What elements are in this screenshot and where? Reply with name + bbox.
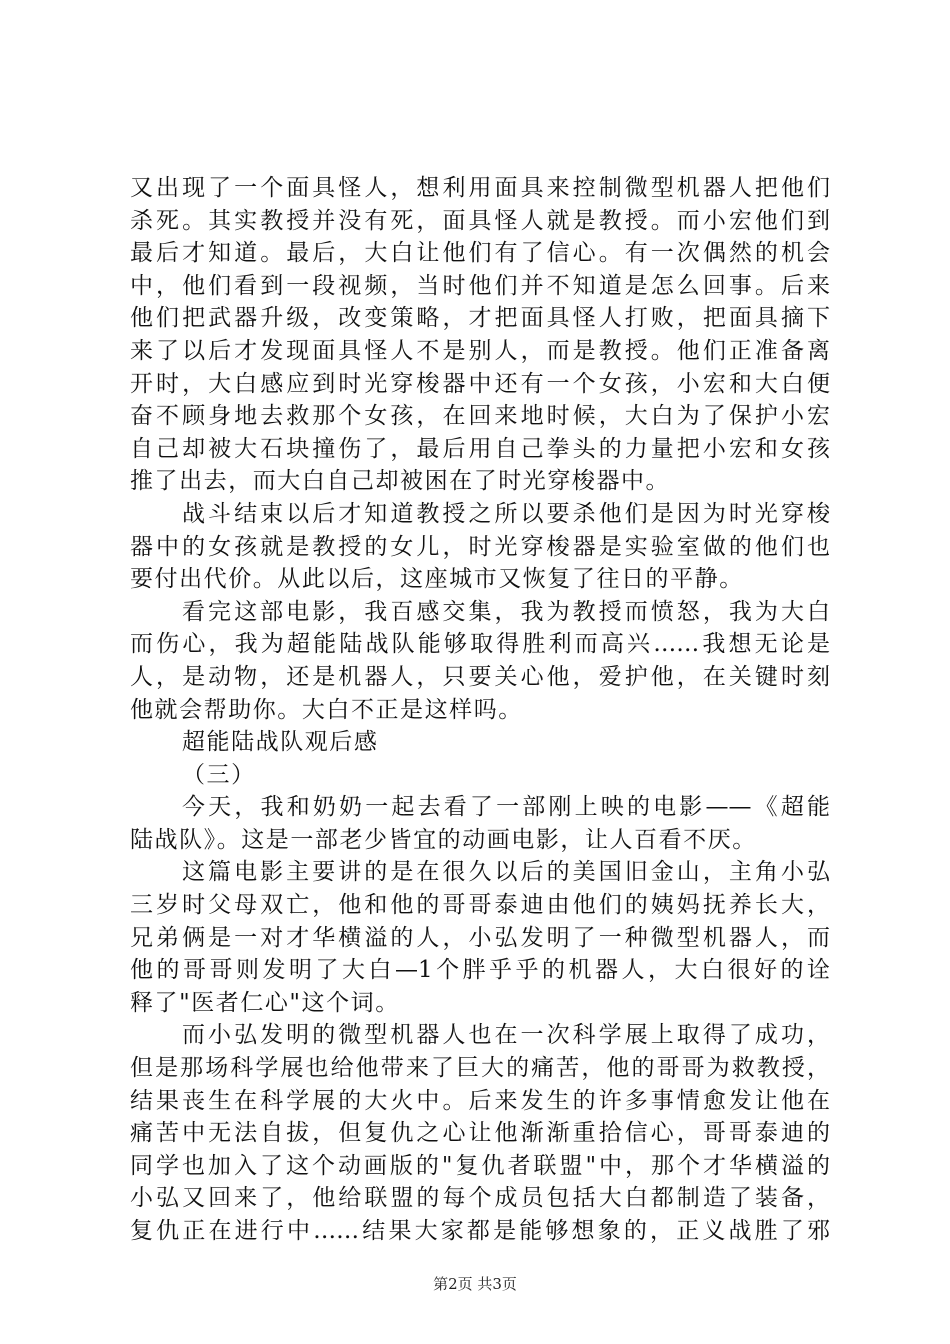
- text-line: 同学也加入了这个动画版的"复仇者联盟"中，那个才华横溢的: [130, 1152, 830, 1179]
- text-line: 他们把武器升级，改变策略，才把面具怪人打败，把面具摘下: [130, 305, 830, 332]
- text-line: 开时，大白感应到时光穿梭器中还有一个女孩，小宏和大白便: [130, 370, 830, 397]
- text-line: 而小弘发明的微型机器人也在一次科学展上取得了成功，: [182, 1022, 830, 1049]
- text-line: 战斗结束以后才知道教授之所以要杀他们是因为时光穿梭: [182, 500, 830, 527]
- text-line: 他的哥哥则发明了大白—1个胖乎乎的机器人，大白很好的诠: [130, 957, 830, 984]
- text-line: 奋不顾身地去救那个女孩，在回来地时候，大白为了保护小宏: [130, 403, 830, 430]
- text-line: 人，是动物，还是机器人，只要关心他，爱护他，在关键时刻: [130, 663, 830, 690]
- text-line: 来了以后才发现面具怪人不是别人，而是教授。他们正准备离: [130, 337, 830, 364]
- text-line: 自己却被大石块撞伤了，最后用自己拳头的力量把小宏和女孩: [130, 435, 830, 462]
- body-text: [130, 172, 830, 1248]
- text-line: 复仇正在进行中……结果大家都是能够想象的，正义战胜了邪: [130, 1218, 830, 1244]
- text-line: 要付出代价。从此以后，这座城市又恢复了往日的平静。: [130, 566, 744, 593]
- text-line: 三岁时父母双亡，他和他的哥哥泰迪由他们的姨妈抚养长大，: [130, 892, 830, 919]
- text-line: 中，他们看到一段视频，当时他们并不知道是怎么回事。后来: [130, 272, 830, 299]
- text-line: 释了"医者仁心"这个词。: [130, 989, 400, 1016]
- text-line: 小弘又回来了，他给联盟的每个成员包括大白都制造了装备，: [130, 1185, 830, 1212]
- text-line: 杀死。其实教授并没有死，面具怪人就是教授。而小宏他们到: [130, 207, 830, 234]
- text-line: 今天，我和奶奶一起去看了一部刚上映的电影——《超能: [182, 794, 830, 821]
- text-line: （三）: [182, 761, 256, 788]
- text-line: 推了出去，而大白自己却被困在了时光穿梭器中。: [130, 468, 671, 495]
- text-line: 器中的女孩就是教授的女儿，时光穿梭器是实验室做的他们也: [130, 533, 830, 560]
- text-line: 又出现了一个面具怪人，想利用面具来控制微型机器人把他们: [130, 175, 830, 201]
- text-line: 这篇电影主要讲的是在很久以后的美国旧金山，主角小弘: [182, 859, 830, 886]
- text-line: 超能陆战队观后感: [182, 729, 379, 756]
- text-line: 而伤心，我为超能陆战队能够取得胜利而高兴……我想无论是: [130, 631, 830, 658]
- text-line: 陆战队》。这是一部老少皆宜的动画电影，让人百看不厌。: [130, 826, 757, 853]
- text-line: 最后才知道。最后，大白让他们有了信心。有一次偶然的机会: [130, 240, 830, 267]
- text-line: 他就会帮助你。大白不正是这样吗。: [130, 696, 523, 723]
- text-line: 但是那场科学展也给他带来了巨大的痛苦，他的哥哥为救教授，: [130, 1055, 830, 1082]
- text-line: 兄弟俩是一对才华横溢的人，小弘发明了一种微型机器人，而: [130, 924, 830, 951]
- text-line: 痛苦中无法自拔，但复仇之心让他渐渐重拾信心，哥哥泰迪的: [130, 1120, 830, 1147]
- text-line: 看完这部电影，我百感交集，我为教授而愤怒，我为大白: [182, 598, 830, 625]
- text-line: 结果丧生在科学展的大火中。后来发生的许多事情愈发让他在: [130, 1087, 830, 1114]
- page-footer: 第2页 共3页: [433, 1275, 517, 1293]
